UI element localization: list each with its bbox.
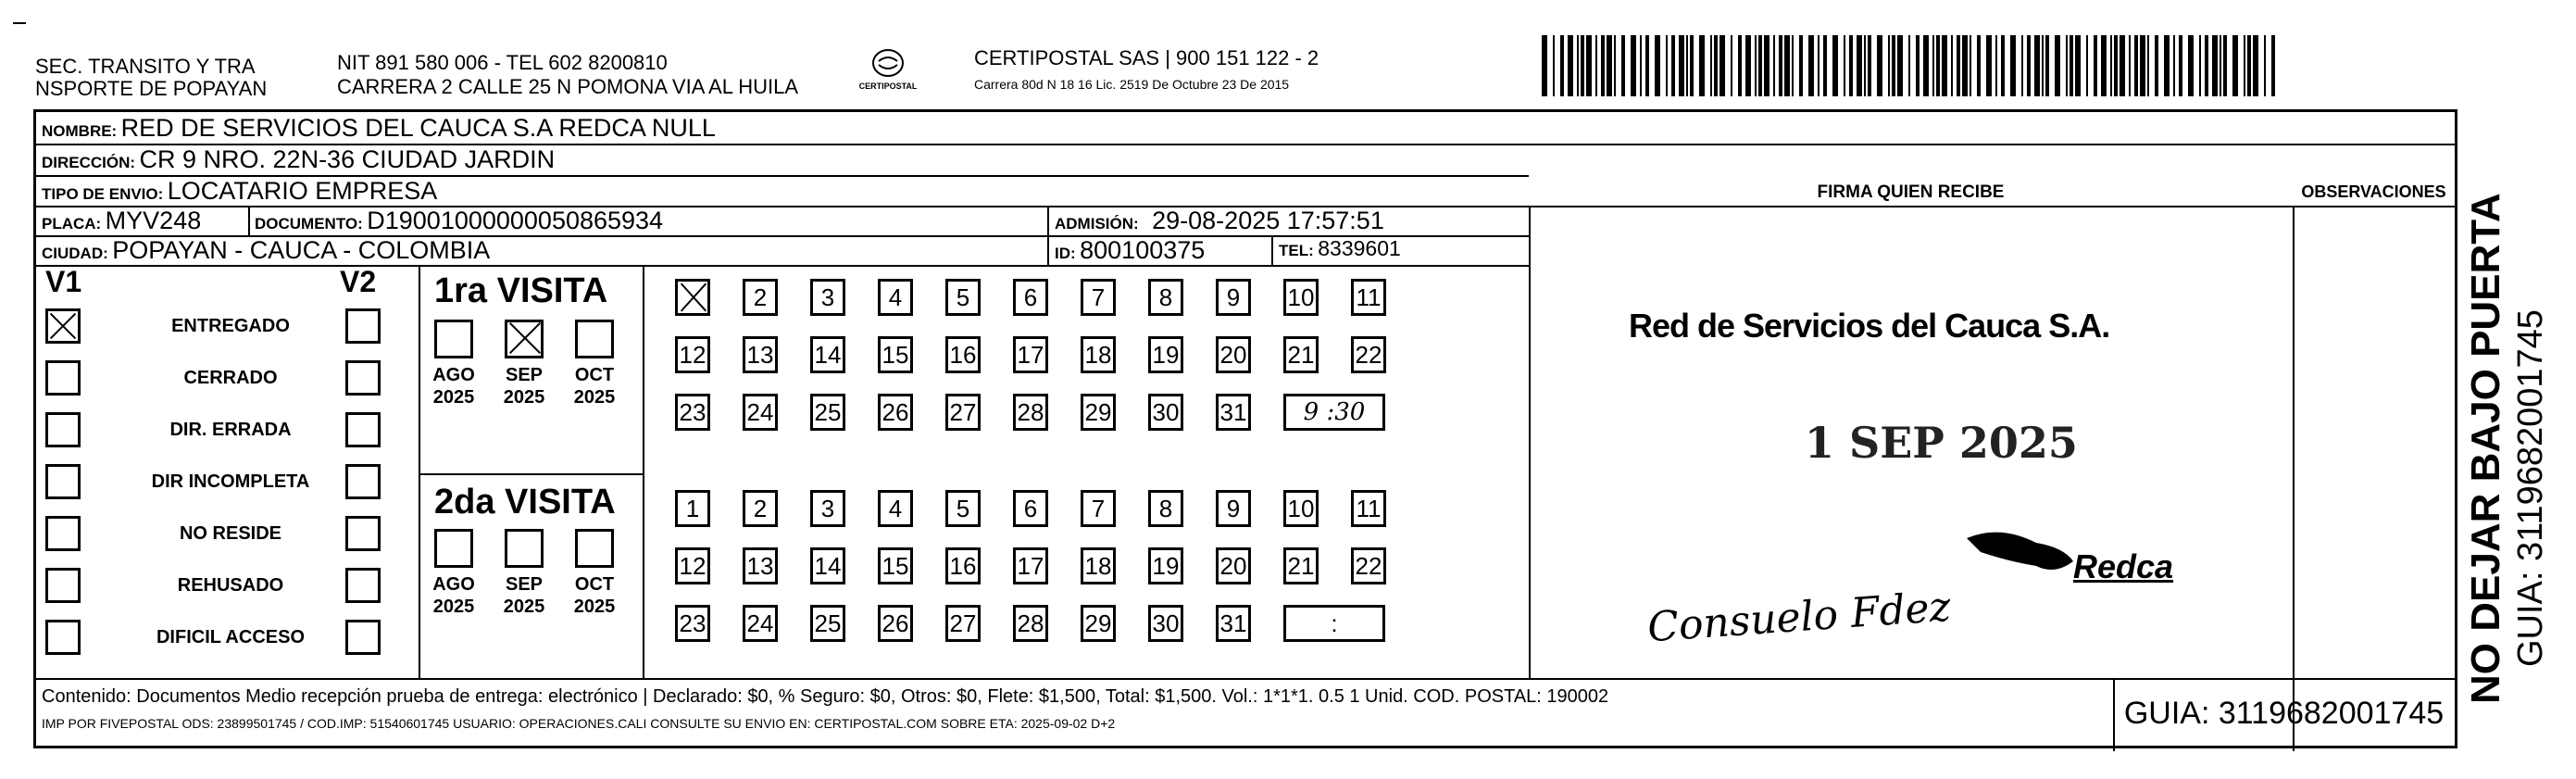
barcode xyxy=(1542,35,2282,96)
day-box[interactable]: 15 xyxy=(878,547,913,584)
day-box[interactable]: 28 xyxy=(1013,605,1048,642)
tipo-envio-value: LOCATARIO EMPRESA xyxy=(167,177,438,205)
certipostal-logo-icon xyxy=(848,44,928,100)
day-box[interactable]: 30 xyxy=(1148,394,1183,431)
day-box[interactable]: 6 xyxy=(1013,279,1048,316)
placa-value: MYV248 xyxy=(105,207,202,234)
status-option-label: DIR. ERRADA xyxy=(169,420,292,440)
v2-checkbox[interactable] xyxy=(345,464,381,499)
day-box[interactable]: 23 xyxy=(675,394,710,431)
month-name: AGO xyxy=(432,365,475,385)
month-year: 2025 xyxy=(573,597,616,617)
day-box[interactable]: 26 xyxy=(878,605,913,642)
month-checkbox[interactable] xyxy=(434,320,473,358)
ciudad-value: POPAYAN - CAUCA - COLOMBIA xyxy=(112,236,491,264)
nit-line: NIT 891 580 006 - TEL 602 8200810 xyxy=(337,51,668,74)
day-box[interactable]: 3 xyxy=(810,279,845,316)
day-box[interactable]: 19 xyxy=(1148,336,1183,373)
day-box[interactable]: 10 xyxy=(1283,279,1319,316)
day-box[interactable]: 14 xyxy=(810,547,845,584)
direccion-label: DIRECCIÓN: xyxy=(42,154,136,171)
day-box[interactable]: 17 xyxy=(1013,547,1048,584)
day-box[interactable]: 12 xyxy=(675,547,710,584)
day-box[interactable]: 20 xyxy=(1216,547,1251,584)
handwritten-name: Consuelo Fdez xyxy=(1645,583,1953,652)
month-year: 2025 xyxy=(503,597,545,617)
admision-value: 29-08-2025 17:57:51 xyxy=(1152,207,1384,234)
sender-line-2: NSPORTE DE POPAYAN xyxy=(35,77,268,100)
day-box[interactable]: 16 xyxy=(945,336,981,373)
nombre-label: NOMBRE: xyxy=(42,122,118,140)
day-box[interactable]: 18 xyxy=(1081,336,1116,373)
day-box[interactable]: 19 xyxy=(1148,547,1183,584)
day-box[interactable]: 14 xyxy=(810,336,845,373)
month-checkbox[interactable] xyxy=(434,529,473,568)
day-box[interactable]: 8 xyxy=(1148,279,1183,316)
month-label xyxy=(496,573,552,618)
day-box[interactable]: 17 xyxy=(1013,336,1048,373)
status-option-label: NO RESIDE xyxy=(179,523,282,544)
documento-label: DOCUMENTO: xyxy=(255,215,363,232)
tel-value: 8339601 xyxy=(1318,236,1401,260)
day-box[interactable]: 11 xyxy=(1351,279,1386,316)
v1-checkbox[interactable] xyxy=(45,360,81,396)
month-label xyxy=(567,364,622,408)
day-box[interactable]: 31 xyxy=(1216,605,1251,642)
month-label xyxy=(496,364,552,408)
v1-checkbox[interactable] xyxy=(45,620,81,655)
day-box[interactable]: 30 xyxy=(1148,605,1183,642)
ciudad-label: CIUDAD: xyxy=(42,245,108,262)
status-option-label: CERRADO xyxy=(183,368,278,388)
stamp-date: 1 SEP 2025 xyxy=(1805,418,2078,468)
corner-mark xyxy=(13,22,26,24)
v2-checkbox[interactable] xyxy=(345,360,381,396)
day-box[interactable]: 10 xyxy=(1283,490,1319,527)
delivery-form xyxy=(33,109,2457,748)
month-label xyxy=(426,573,481,618)
day-box[interactable]: 20 xyxy=(1216,336,1251,373)
day-box[interactable]: 13 xyxy=(743,336,778,373)
day-box[interactable]: 23 xyxy=(675,605,710,642)
day-box[interactable]: 31 xyxy=(1216,394,1251,431)
month-checkbox[interactable] xyxy=(575,320,614,358)
address-line: CARRERA 2 CALLE 25 N POMONA VIA AL HUILA xyxy=(337,75,799,98)
id-value: 800100375 xyxy=(1080,236,1206,264)
footer-line-2: IMP POR FIVEPOSTAL ODS: 23899501745 / COD.IMP: 51540601745 USUARIO: OPERACIONES.CALI CONSULTE SU ENVIO EN: CERTIPOSTAL.COM SOBRE ETA: 2025-09-02 D+2 xyxy=(42,716,1116,731)
month-name: AGO xyxy=(432,574,475,595)
v2-checkbox[interactable] xyxy=(345,568,381,603)
footer-guia: GUIA: 3119682001745 xyxy=(2123,696,2445,731)
license-line: Carrera 80d N 18 16 Lic. 2519 De Octubre 23 De 2015 xyxy=(974,77,1290,92)
time-box[interactable]: : xyxy=(1283,605,1385,642)
day-box[interactable]: 27 xyxy=(945,394,981,431)
nombre-value: RED DE SERVICIOS DEL CAUCA S.A REDCA NULL xyxy=(120,114,716,142)
day-box[interactable]: 1 xyxy=(675,490,710,527)
day-box[interactable]: 25 xyxy=(810,394,845,431)
sender-line-1: SEC. TRANSITO Y TRA xyxy=(35,55,256,78)
day-box[interactable]: 12 xyxy=(675,336,710,373)
day-box[interactable]: 24 xyxy=(743,605,778,642)
v2-checkbox[interactable] xyxy=(345,516,381,551)
day-box[interactable]: 22 xyxy=(1351,547,1386,584)
day-box[interactable]: 4 xyxy=(878,490,913,527)
day-box[interactable]: 9 xyxy=(1216,490,1251,527)
month-year: 2025 xyxy=(573,387,616,408)
v1-checkbox[interactable] xyxy=(45,308,81,344)
observaciones-header: OBSERVACIONES xyxy=(2301,182,2446,201)
status-option-label: DIFICIL ACCESO xyxy=(156,627,305,647)
admision-label: ADMISIÓN: xyxy=(1055,215,1139,232)
day-box[interactable]: 15 xyxy=(878,336,913,373)
day-box[interactable]: 5 xyxy=(945,279,981,316)
stamp-company: Red de Servicios del Cauca S.A. xyxy=(1629,307,2110,345)
v1-checkbox[interactable] xyxy=(45,568,81,603)
day-box[interactable]: 21 xyxy=(1283,547,1319,584)
firma-header: FIRMA QUIEN RECIBE xyxy=(1817,182,2005,202)
tel-label: TEL: xyxy=(1279,242,1314,259)
day-box[interactable] xyxy=(675,279,710,316)
month-year: 2025 xyxy=(432,387,475,408)
status-option-label: REHUSADO xyxy=(177,575,284,596)
month-name: SEP xyxy=(505,574,544,595)
day-box[interactable]: 24 xyxy=(743,394,778,431)
day-box[interactable]: 5 xyxy=(945,490,981,527)
day-box[interactable]: 6 xyxy=(1013,490,1048,527)
company-line: CERTIPOSTAL SAS | 900 151 122 - 2 xyxy=(974,46,1319,69)
redca-bird-icon xyxy=(1962,520,2092,584)
month-name: OCT xyxy=(574,574,615,595)
certipostal-logo xyxy=(848,44,928,100)
day-box[interactable]: 2 xyxy=(743,279,778,316)
time-box[interactable]: 9 :30 xyxy=(1283,394,1385,431)
month-name: OCT xyxy=(574,365,615,385)
day-box[interactable]: 8 xyxy=(1148,490,1183,527)
day-box[interactable]: 7 xyxy=(1081,490,1116,527)
day-box[interactable]: 3 xyxy=(810,490,845,527)
tipo-envio-label: TIPO DE ENVIO: xyxy=(42,185,164,203)
documento-value: D19001000000050865934 xyxy=(367,207,664,234)
day-box[interactable]: 27 xyxy=(945,605,981,642)
day-box[interactable]: 9 xyxy=(1216,279,1251,316)
day-box[interactable]: 11 xyxy=(1351,490,1386,527)
day-box[interactable]: 16 xyxy=(945,547,981,584)
side-guia: GUIA: 3119682001745 xyxy=(2511,309,2550,667)
day-box[interactable]: 26 xyxy=(878,394,913,431)
day-box[interactable]: 7 xyxy=(1081,279,1116,316)
month-checkbox[interactable] xyxy=(505,320,544,358)
month-year: 2025 xyxy=(432,597,475,617)
day-box[interactable]: 21 xyxy=(1283,336,1319,373)
placa-label: PLACA: xyxy=(42,215,102,232)
direccion-value: CR 9 NRO. 22N-36 CIUDAD JARDIN xyxy=(139,145,556,173)
v1-checkbox[interactable] xyxy=(45,412,81,447)
v1-checkbox[interactable] xyxy=(45,516,81,551)
month-checkbox[interactable] xyxy=(505,529,544,568)
v2-checkbox[interactable] xyxy=(345,308,381,344)
day-box[interactable]: 22 xyxy=(1351,336,1386,373)
visit2-title: 2da VISITA xyxy=(434,483,616,521)
visit1-title: 1ra VISITA xyxy=(434,271,608,310)
v2-checkbox[interactable] xyxy=(345,412,381,447)
day-box[interactable]: 29 xyxy=(1081,394,1116,431)
day-box[interactable]: 13 xyxy=(743,547,778,584)
certipostal-logo-text: CERTIPOSTAL xyxy=(858,82,918,91)
day-box[interactable]: 28 xyxy=(1013,394,1048,431)
month-label xyxy=(426,364,481,408)
day-box[interactable]: 25 xyxy=(810,605,845,642)
month-year: 2025 xyxy=(503,387,545,408)
status-option-label: DIR INCOMPLETA xyxy=(151,471,310,492)
status-option-label: ENTREGADO xyxy=(171,316,290,336)
v2-checkbox[interactable] xyxy=(345,620,381,655)
day-box[interactable]: 18 xyxy=(1081,547,1116,584)
side-warning: NO DEJAR BAJO PUERTA xyxy=(2463,193,2508,704)
month-name: SEP xyxy=(505,365,544,385)
id-label: ID: xyxy=(1055,245,1076,262)
day-box[interactable]: 4 xyxy=(878,279,913,316)
day-box[interactable]: 29 xyxy=(1081,605,1116,642)
footer-line-1: Contenido: Documentos Medio recepción prueba de entrega: electrónico | Declarado: $0, % Seguro: $0, Otros: $0, Flete: $1,500, Total: $1,500. Vol.: 1*1*1. 0.5 1 Unid. COD. POSTAL: 190002 xyxy=(42,686,1609,707)
v2-label: V2 xyxy=(340,265,377,298)
day-box[interactable]: 2 xyxy=(743,490,778,527)
v1-checkbox[interactable] xyxy=(45,464,81,499)
redca-logo: Redca xyxy=(2073,547,2174,585)
v1-label: V1 xyxy=(45,265,82,298)
month-label xyxy=(567,573,622,618)
month-checkbox[interactable] xyxy=(575,529,614,568)
